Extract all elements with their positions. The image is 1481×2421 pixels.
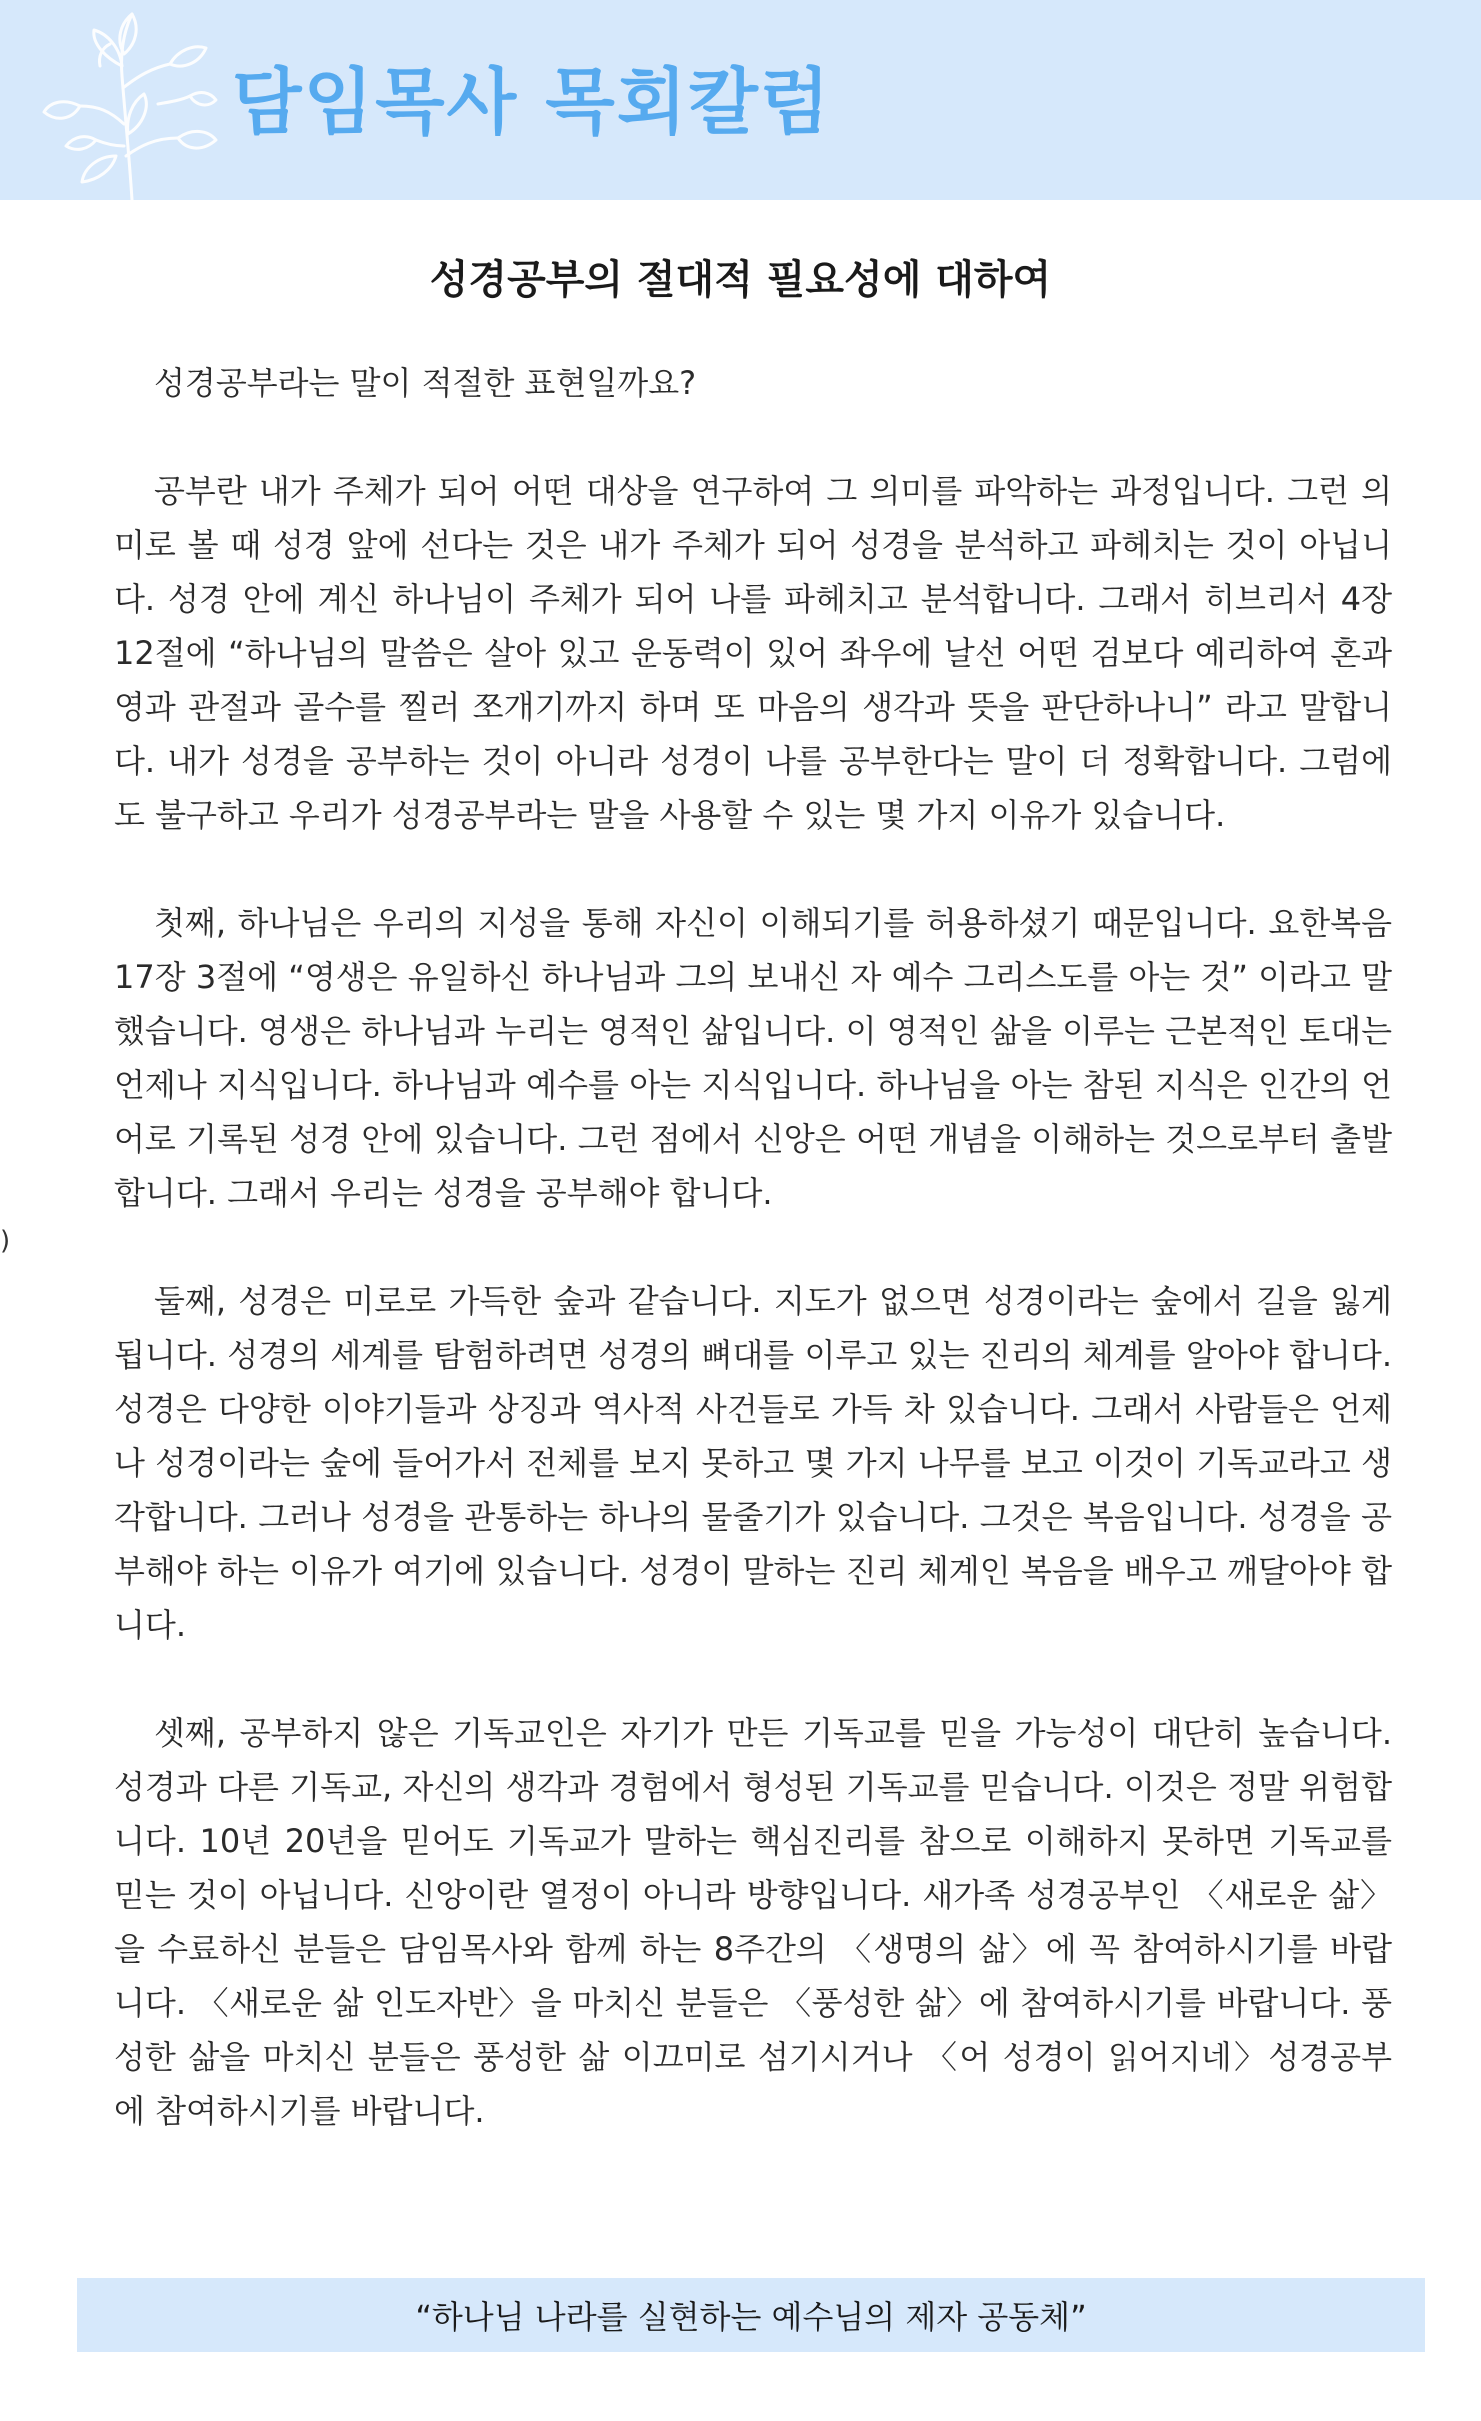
article-paragraph: 둘째, 성경은 미로로 가득한 숲과 같습니다. 지도가 없으면 성경이라는 숲에서 길을 잃게 됩니다. 성경의 세계를 탐험하려면 성경의 뼈대를 이루고 있는 진리의 체계를 알아야 합니다. 성경은 다양한 이야기들과 상징과 역사적 사건들로 가득 차 있습니다. 그래서 사람들은 언제나 성경이라는 숲에 들어가서 전체를 보지 못하고 몇 가지 나무를 보고 이것이 기독교라고 생각합니다. 그러나 성경을 관통하는 하나의 물줄기가 있습니다. 그것은 복음입니다. 성경을 공부해야 하는 이유가 여기에 있습니다. 성경이 말하는 진리 체계인 복음을 배우고 깨달아야 합니다. [114,1282,1392,1644]
article-paragraph: 성경공부라는 말이 적절한 표현일까요? [154,364,697,402]
footer-band [77,2278,1425,2352]
article-body [114,356,1392,2138]
article-paragraph: 공부란 내가 주체가 되어 어떤 대상을 연구하여 그 의미를 파악하는 과정입니다. 그런 의미로 볼 때 성경 앞에 선다는 것은 내가 주체가 되어 성경을 분석하고 파헤치는 것이 아닙니다. 성경 안에 계신 하나님이 주체가 되어 나를 파헤치고 분석합니다. 그래서 히브리서 4장 12절에 “하나님의 말씀은 살아 있고 운동력이 있어 좌우에 날선 어떤 검보다 예리하여 혼과 영과 관절과 골수를 찔러 쪼개기까지 하며 또 마음의 생각과 뜻을 판단하나니” 라고 말합니다. 내가 성경을 공부하는 것이 아니라 성경이 나를 공부한다는 말이 더 정확합니다. 그럼에도 불구하고 우리가 성경공부라는 말을 사용할 수 있는 몇 가지 이유가 있습니다. [114,472,1392,834]
church-motto: “하나님 나라를 실현하는 예수님의 제자 공동체” [415,2298,1087,2336]
page-edge-mark: ) [0,1226,11,1256]
article-paragraph: 첫째, 하나님은 우리의 지성을 통해 자신이 이해되기를 허용하셨기 때문입니다. 요한복음 17장 3절에 “영생은 유일하신 하나님과 그의 보내신 자 예수 그리스도를 아는 것” 이라고 말했습니다. 영생은 하나님과 누리는 영적인 삶입니다. 이 영적인 삶을 이루는 근본적인 토대는 언제나 지식입니다. 하나님과 예수를 아는 지식입니다. 하나님을 아는 참된 지식은 인간의 언어로 기록된 성경 안에 있습니다. 그런 점에서 신앙은 어떤 개념을 이해하는 것으로부터 출발합니다. 그래서 우리는 성경을 공부해야 합니다. [114,904,1392,1212]
header-band [0,0,1481,200]
article-paragraph: 셋째, 공부하지 않은 기독교인은 자기가 만든 기독교를 믿을 가능성이 대단히 높습니다. 성경과 다른 기독교, 자신의 생각과 경험에서 형성된 기독교를 믿습니다. 이것은 정말 위험합니다. 10년 20년을 믿어도 기독교가 말하는 핵심진리를 참으로 이해하지 못하면 기독교를 믿는 것이 아닙니다. 신앙이란 열정이 아니라 방향입니다. 새가족 성경공부인 〈새로운 삶〉을 수료하신 분들은 담임목사와 함께 하는 8주간의 〈생명의 삶〉에 꼭 참여하시기를 바랍니다. 〈새로운 삶 인도자반〉을 마치신 분들은 〈풍성한 삶〉에 참여하시기를 바랍니다. 풍성한 삶을 마치신 분들은 풍성한 삶 이끄미로 섬기시거나 〈어 성경이 읽어지네〉성경공부에 참여하시기를 바랍니다. [114,1714,1392,2130]
article-title: 성경공부의 절대적 필요성에 대하여 [429,257,1052,303]
column-title: 담임목사 목회칼럼 [232,60,832,144]
leaf-branch-icon [40,6,230,200]
